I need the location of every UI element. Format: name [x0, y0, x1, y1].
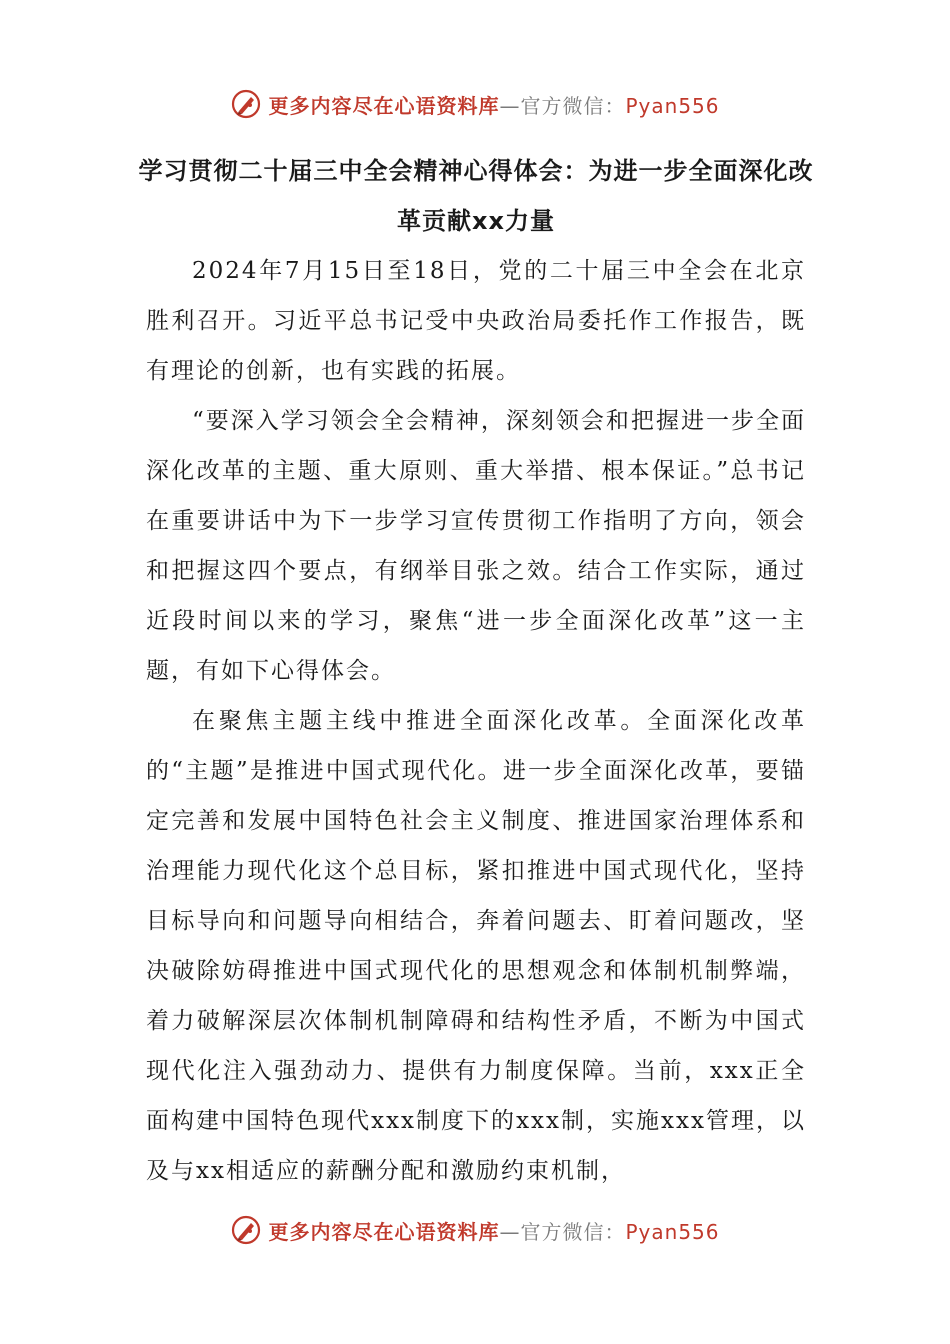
pen-logo-icon [230, 1214, 262, 1246]
paragraph-3: 在聚焦主题主线中推进全面深化改革。全面深化改革的“主题”是推进中国式现代化。进一步全面深化改革，要锚定完善和发展中国特色社会主义制度、推进国家治理体系和治理能力现代化这个总目标，紧扣推进中国式现代化，坚持目标导向和问题导向相结合，奔着问题去、盯着问题改，坚决破除妨碍推进中国式现代化的思想观念和体制机制弊端，着力破解深层次体制机制障碍和结构性矛盾，不断为中国式现代化注入强劲动力、提供有力制度保障。当前，xxx正全面构建中国特色现代xxx制度下的xxx制，实施xxx管理，以及与xx相适应的薪酬分配和激励约束机制， [146, 708, 806, 1184]
watermark-label: 官方微信： [520, 1219, 626, 1244]
paragraph-1: 2024年7月15日至18日，党的二十届三中全会在北京胜利召开。习近平总书记受中央政治局委托作工作报告，既有理论的创新，也有实践的拓展。 [146, 258, 806, 384]
watermark-label: 官方微信： [520, 93, 626, 118]
watermark-text [268, 90, 719, 119]
watermark-account: Pyan556 [625, 1219, 720, 1244]
watermark-separator: — [499, 93, 521, 118]
paragraph-2: “要深入学习领会全会精神，深刻领会和把握进一步全面深化改革的主题、重大原则、重大举措、根本保证。”总书记在重要讲话中为下一步学习宣传贯彻工作指明了方向，领会和把握这四个要点，有纲举目张之效。结合工作实际，通过近段时间以来的学习，聚焦“进一步全面深化改革”这一主题，有如下心得体会。 [146, 408, 806, 684]
document-title: 学习贯彻二十届三中全会精神心得体会：为进一步全面深化改革贡献xx力量 [138, 157, 814, 235]
watermark-brand: 更多内容尽在心语资料库 [268, 93, 500, 118]
pen-logo-icon [230, 88, 262, 120]
watermark-text [268, 1216, 719, 1245]
watermark-footer [0, 1210, 950, 1250]
watermark-separator: — [499, 1219, 521, 1244]
watermark-account: Pyan556 [625, 93, 720, 118]
watermark-brand: 更多内容尽在心语资料库 [268, 1219, 500, 1244]
watermark-header [0, 84, 950, 124]
document-body [138, 146, 814, 1196]
